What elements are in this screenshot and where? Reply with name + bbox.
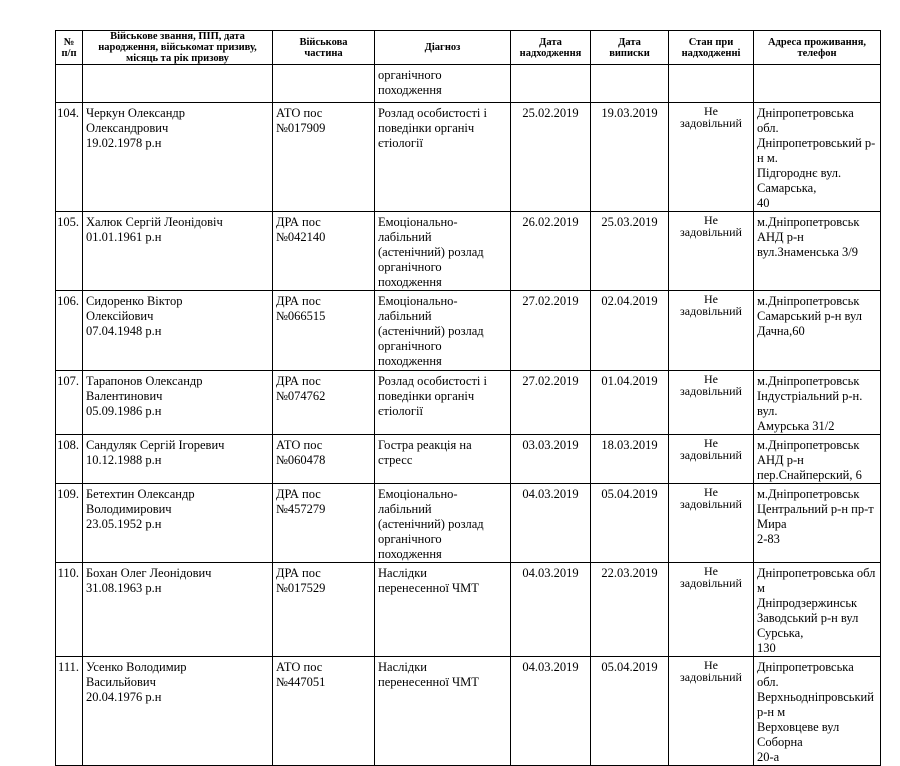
cell-unit xyxy=(273,65,375,103)
cell-address-text: м.Дніпропетровськ Індустріальний р-н. вул. Амурська 31/2 xyxy=(757,374,863,433)
cell-num-text xyxy=(56,66,79,68)
table-row xyxy=(56,212,881,291)
cell-diagnosis-text: Емоціонально- лабільний (астенічний) розлад органічного походження xyxy=(378,294,484,368)
cell-state xyxy=(669,291,754,371)
cell-person xyxy=(83,103,273,212)
table-row xyxy=(56,484,881,563)
cell-unit xyxy=(273,103,375,212)
cell-unit-text: ДРА пос №017529 xyxy=(276,566,326,595)
cell-num xyxy=(56,435,83,484)
cell-diagnosis xyxy=(375,435,511,484)
cell-diagnosis xyxy=(375,291,511,371)
header-address: Адреса проживання, телефон xyxy=(754,31,881,65)
cell-admission xyxy=(511,371,591,435)
cell-person-text: Усенко Володимир Васильйович 20.04.1976 р.н xyxy=(86,660,187,704)
table-row xyxy=(56,435,881,484)
header-admission-date: Дата надходження xyxy=(511,31,591,65)
cell-address-text xyxy=(757,65,877,68)
cell-unit-text: ДРА пос №042140 xyxy=(276,215,326,244)
cell-diagnosis xyxy=(375,103,511,212)
cell-unit-text: АТО пос №447051 xyxy=(276,660,326,689)
cell-person xyxy=(83,371,273,435)
cell-state xyxy=(669,563,754,657)
cell-state xyxy=(669,65,754,103)
cell-unit-text xyxy=(276,65,371,68)
cell-admission xyxy=(511,484,591,563)
cell-person xyxy=(83,65,273,103)
cell-state-text xyxy=(672,65,750,67)
cell-address xyxy=(754,103,881,212)
cell-num xyxy=(56,563,83,657)
cell-num xyxy=(56,212,83,291)
cell-num xyxy=(56,657,83,766)
header-row xyxy=(56,31,881,65)
cell-diagnosis-text: Розлад особистості і поведінки органіч єтіології xyxy=(378,106,487,150)
cell-discharge xyxy=(591,563,669,657)
table-row xyxy=(56,371,881,435)
table-row xyxy=(56,563,881,657)
cell-admission xyxy=(511,65,591,103)
cell-admission xyxy=(511,212,591,291)
cell-address-text: Дніпропетровська обл. Верхньодніпровський р-н м Верховцеве вул Соборна 20-а xyxy=(757,660,874,764)
cell-address-text: Дніпропетровська обл. Дніпропетровський р-н м. Підгороднє вул. Самарська, 40 xyxy=(757,106,876,210)
cell-unit-text: АТО пос №017909 xyxy=(276,106,326,135)
cell-unit xyxy=(273,435,375,484)
cell-address-text: м.Дніпропетровськ АНД р-н вул.Знаменська 3/9 xyxy=(757,215,860,259)
cell-state-text: Не задовільний xyxy=(680,485,742,511)
document-page xyxy=(55,30,880,766)
cell-admission xyxy=(511,291,591,371)
cell-num-text: 108. xyxy=(57,438,79,452)
cell-state-text: Не задовільний xyxy=(680,564,742,590)
cell-address xyxy=(754,484,881,563)
cell-discharge-text: 01.04.2019 xyxy=(601,374,658,388)
cell-admission-text: 27.02.2019 xyxy=(522,294,579,308)
cell-diagnosis-text: Наслідки перенесенної ЧМТ xyxy=(378,566,479,595)
cell-discharge xyxy=(591,657,669,766)
cell-person xyxy=(83,291,273,371)
cell-discharge xyxy=(591,484,669,563)
cell-num-text: 107. xyxy=(57,374,79,388)
cell-diagnosis-text: Емоціонально- лабільний (астенічний) розлад органічного походження xyxy=(378,215,484,289)
cell-unit-text: ДРА пос №066515 xyxy=(276,294,326,323)
cell-address-text: Дніпропетровська обл м Дніпродзержинськ Заводський р-н вул Сурська, 130 xyxy=(757,566,876,655)
cell-diagnosis xyxy=(375,484,511,563)
cell-admission-text: 03.03.2019 xyxy=(522,438,579,452)
cell-discharge-text: 25.03.2019 xyxy=(601,215,658,229)
cell-address-text: м.Дніпропетровськ Центральний р-н пр-т Мира 2-83 xyxy=(757,487,874,546)
cell-discharge xyxy=(591,291,669,371)
cell-diagnosis-text: органічного походження xyxy=(378,68,442,97)
cell-person-text: Сандуляк Сергій Ігоревич 10.12.1988 р.н xyxy=(86,438,225,467)
cell-state-text: Не задовільний xyxy=(680,436,742,462)
header-unit: Військова частина xyxy=(273,31,375,65)
header-num: № п/п xyxy=(56,31,83,65)
header-diagnosis: Діагноз xyxy=(375,31,511,65)
cell-state-text: Не задовільний xyxy=(680,658,742,684)
cell-address xyxy=(754,212,881,291)
cell-state xyxy=(669,657,754,766)
cell-person-text: Бохан Олег Леонідович 31.08.1963 р.н xyxy=(86,566,212,595)
cell-state xyxy=(669,212,754,291)
cell-admission xyxy=(511,435,591,484)
cell-discharge-text: 18.03.2019 xyxy=(601,438,658,452)
cell-person xyxy=(83,435,273,484)
cell-admission-text: 04.03.2019 xyxy=(522,660,579,674)
cell-admission-text: 26.02.2019 xyxy=(522,215,579,229)
cell-address xyxy=(754,657,881,766)
cell-state xyxy=(669,103,754,212)
cell-address xyxy=(754,65,881,103)
cell-address xyxy=(754,435,881,484)
cell-num-text: 110. xyxy=(57,566,79,580)
cell-state xyxy=(669,435,754,484)
cell-person-text: Бетехтин Олександр Володимирович 23.05.1952 р.н xyxy=(86,487,195,531)
cell-diagnosis-text: Емоціонально- лабільний (астенічний) розлад органічного походження xyxy=(378,487,484,561)
cell-num-text: 105. xyxy=(57,215,79,229)
cell-admission-text xyxy=(514,65,587,68)
cell-diagnosis xyxy=(375,563,511,657)
cell-state-text: Не задовільний xyxy=(680,104,742,130)
cell-person xyxy=(83,212,273,291)
cell-address xyxy=(754,563,881,657)
cell-address xyxy=(754,371,881,435)
cell-num-text: 111. xyxy=(58,660,79,674)
cell-diagnosis-text: Наслідки перенесенної ЧМТ xyxy=(378,660,479,689)
cell-person-text: Халюк Сергій Леонідовіч 01.01.1961 р.н xyxy=(86,215,223,244)
table-row-continuation xyxy=(56,65,881,103)
cell-discharge-text xyxy=(594,65,665,68)
cell-admission-text: 04.03.2019 xyxy=(522,487,579,501)
cell-unit-text: ДРА пос №457279 xyxy=(276,487,326,516)
cell-discharge xyxy=(591,371,669,435)
cell-state-text: Не задовільний xyxy=(680,372,742,398)
cell-num-text: 106. xyxy=(57,294,79,308)
table-row xyxy=(56,657,881,766)
cell-discharge xyxy=(591,212,669,291)
cell-unit xyxy=(273,563,375,657)
cell-num xyxy=(56,103,83,212)
cell-unit xyxy=(273,212,375,291)
cell-diagnosis-text: Розлад особистості і поведінки органіч єтіології xyxy=(378,374,487,418)
cell-admission-text: 27.02.2019 xyxy=(522,374,579,388)
table-body xyxy=(56,65,881,766)
cell-unit xyxy=(273,291,375,371)
cell-discharge xyxy=(591,103,669,212)
cell-discharge-text: 05.04.2019 xyxy=(601,487,658,501)
cell-num xyxy=(56,371,83,435)
cell-admission xyxy=(511,103,591,212)
cell-state xyxy=(669,371,754,435)
table-row xyxy=(56,291,881,371)
cell-state-text: Не задовільний xyxy=(680,292,742,318)
cell-person-text: Черкун Олександр Олександрович 19.02.1978 р.н xyxy=(86,106,186,150)
cell-admission xyxy=(511,563,591,657)
cell-diagnosis xyxy=(375,371,511,435)
cell-num xyxy=(56,65,83,103)
cell-admission xyxy=(511,657,591,766)
cell-person-text xyxy=(86,65,269,68)
cell-state xyxy=(669,484,754,563)
cell-unit xyxy=(273,371,375,435)
cell-num-text: 109. xyxy=(57,487,79,501)
cell-diagnosis xyxy=(375,65,511,103)
cell-state-text: Не задовільний xyxy=(680,213,742,239)
cell-num-text: 104. xyxy=(57,106,79,120)
cell-person xyxy=(83,657,273,766)
table-row xyxy=(56,103,881,212)
cell-num xyxy=(56,291,83,371)
cell-diagnosis xyxy=(375,212,511,291)
cell-address-text: м.Дніпропетровськ Самарський р-н вул Дачна,60 xyxy=(757,294,862,338)
cell-diagnosis-text: Гостра реакція на стресс xyxy=(378,438,472,467)
header-discharge-date: Дата виписки xyxy=(591,31,669,65)
cell-admission-text: 04.03.2019 xyxy=(522,566,579,580)
cell-address-text: м.Дніпропетровськ АНД р-н пер.Снайперский, 6 xyxy=(757,438,862,482)
cell-discharge-text: 22.03.2019 xyxy=(601,566,658,580)
cell-unit-text: ДРА пос №074762 xyxy=(276,374,326,403)
header-state: Стан при надходженні xyxy=(669,31,754,65)
cell-diagnosis xyxy=(375,657,511,766)
cell-discharge-text: 02.04.2019 xyxy=(601,294,658,308)
cell-discharge xyxy=(591,435,669,484)
cell-unit-text: АТО пос №060478 xyxy=(276,438,326,467)
table-header xyxy=(56,31,881,65)
header-person: Військове звання, ПІП, дата народження, військомат призиву, місяць та рік призову xyxy=(83,31,273,65)
cell-discharge-text: 05.04.2019 xyxy=(601,660,658,674)
cell-person-text: Сидоренко Віктор Олексійович 07.04.1948 р.н xyxy=(86,294,183,338)
cell-unit xyxy=(273,484,375,563)
cell-unit xyxy=(273,657,375,766)
cell-person xyxy=(83,563,273,657)
cell-address xyxy=(754,291,881,371)
patients-table xyxy=(55,30,881,766)
cell-num xyxy=(56,484,83,563)
cell-person-text: Тарапонов Олександр Валентинович 05.09.1986 р.н xyxy=(86,374,203,418)
cell-discharge xyxy=(591,65,669,103)
cell-admission-text: 25.02.2019 xyxy=(522,106,579,120)
cell-person xyxy=(83,484,273,563)
cell-discharge-text: 19.03.2019 xyxy=(601,106,658,120)
